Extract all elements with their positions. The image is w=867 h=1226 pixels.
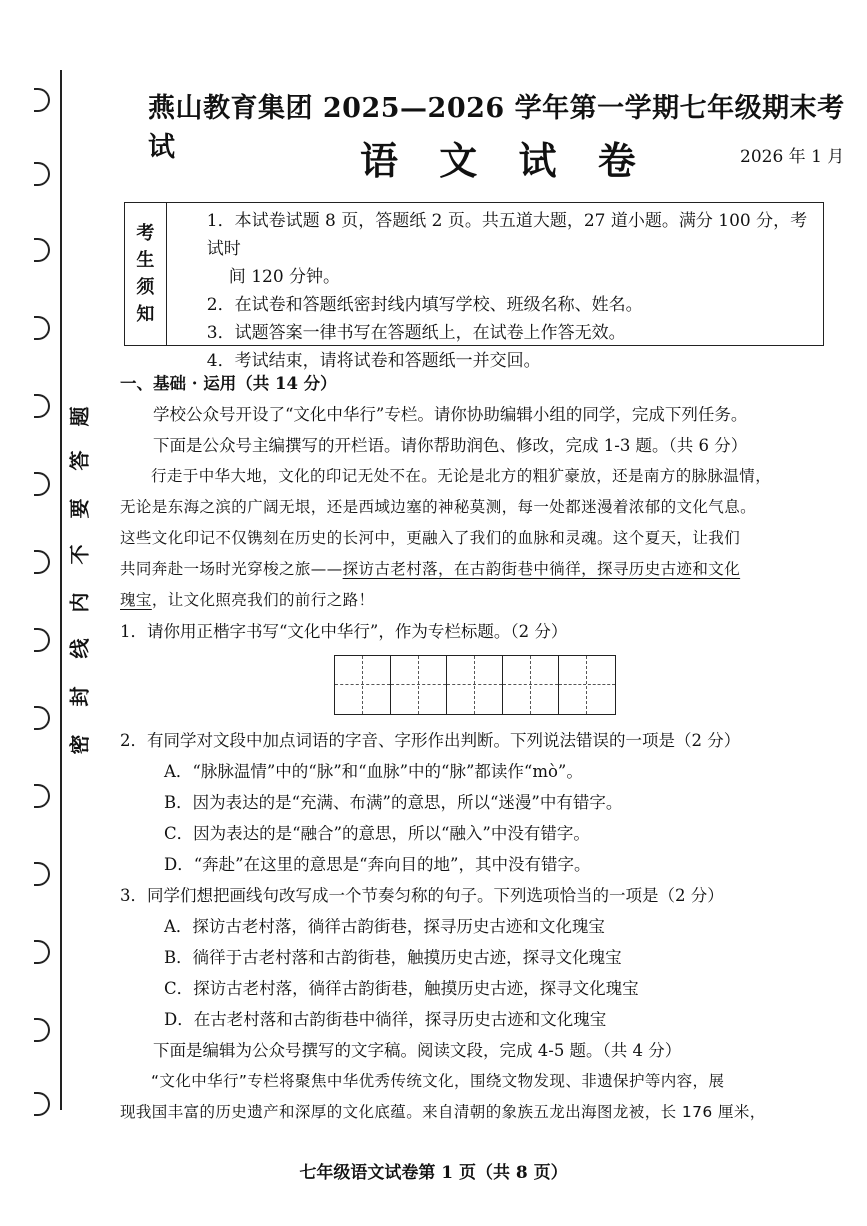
- seal-char: 题: [67, 406, 92, 427]
- binding-hole: [34, 1092, 50, 1116]
- section-one: [120, 368, 830, 1128]
- notice-items: [167, 203, 823, 371]
- passage-line: [120, 554, 830, 585]
- binding-hole: [34, 706, 50, 730]
- question-2-option: A．“脉脉温情”中的“脉”和“血脉”中的“脉”都读作“mò”。: [164, 762, 583, 781]
- seal-char: 密: [67, 734, 92, 755]
- notice-label-char: 知: [136, 304, 155, 325]
- notice-item: 间 120 分钟。: [228, 267, 341, 287]
- passage-line: “文化中华行”专栏将聚焦中华优秀传统文化，围绕文物发现、非遗保护等内容，展: [151, 1072, 725, 1090]
- binding-hole: [34, 862, 50, 886]
- seal-char: 线: [67, 638, 92, 659]
- intro-paragraph: 学校公众号开设了“文化中华行”专栏。请你协助编辑小组的同学，完成下列任务。: [153, 405, 748, 424]
- binding-hole: [34, 550, 50, 574]
- question-1: 1．请你用正楷字书写“文化中华行”，作为专栏标题。（2 分）: [120, 622, 568, 641]
- question-2-option: B．因为表达的是“充满、布满”的意思，所以“迷漫”中有错字。: [164, 793, 623, 812]
- exam-title: 燕山教育集团 2025—2026 学年第一学期七年级期末考试: [148, 93, 845, 163]
- binding-hole: [34, 88, 50, 112]
- question-3-option: B．徜徉于古老村落和古韵街巷，触摸历史古迹，探寻文化瑰宝: [164, 948, 622, 967]
- seal-char: 内: [67, 592, 92, 613]
- writing-grid: [334, 655, 616, 715]
- underlined-sentence: 探访古老村落，在古韵街巷中徜徉，探寻历史古迹和文化: [342, 560, 741, 578]
- grid-cell: [503, 656, 559, 714]
- exam-date: 2026 年 1 月: [740, 147, 845, 167]
- binding-hole: [34, 238, 50, 262]
- exam-subtitle: 语 文 试 卷: [360, 138, 650, 183]
- grid-cell: [335, 656, 391, 714]
- notice-item: 4．考试结束，请将试卷和答题纸一并交回。: [206, 351, 541, 371]
- passage-text: ，让文化照亮我们的前行之路！: [151, 591, 375, 609]
- binding-hole: [34, 940, 50, 964]
- question-3-option: A．探访古老村落，徜徉古韵街巷，探寻历史古迹和文化瑰宝: [164, 917, 605, 936]
- binding-hole: [34, 628, 50, 652]
- notice-item: 1．本试卷试题 8 页，答题纸 2 页。共五道大题，27 道小题。满分 100 分，考试时: [206, 211, 808, 259]
- page-footer: 七年级语文试卷第 1 页（共 8 页）: [299, 1163, 568, 1183]
- binding-hole: [34, 1018, 50, 1042]
- candidate-notice: [124, 202, 824, 371]
- binding-hole: [34, 784, 50, 808]
- grid-cell: [447, 656, 503, 714]
- passage-text: 共同奔赴一场时光穿梭之旅——: [120, 560, 343, 578]
- seal-char: 封: [67, 686, 92, 707]
- question-2-option: C．因为表达的是“融合”的意思，所以“融入”中没有错字。: [164, 824, 590, 843]
- grid-cell: [559, 656, 615, 714]
- notice-item: 3．试题答案一律书写在答题纸上，在试卷上作答无效。: [206, 323, 626, 343]
- passage-line: [120, 585, 830, 616]
- grid-cell: [391, 656, 447, 714]
- notice-label-char: 生: [136, 250, 155, 271]
- binding-hole: [34, 162, 50, 186]
- binding-hole: [34, 394, 50, 418]
- binding-line: [60, 70, 62, 1110]
- passage-line: 无论是东海之滨的广阔无垠，还是西域边塞的神秘莫测，每一处都迷漫着浓郁的文化气息。: [120, 498, 757, 516]
- notice-label-char: 须: [136, 277, 155, 298]
- seal-char: 不: [67, 544, 92, 565]
- binding-hole: [34, 472, 50, 496]
- passage-line: 这些文化印记不仅镌刻在历史的长河中，更融入了我们的血脉和灵魂。这个夏天，让我们: [120, 529, 741, 547]
- question-3: 3．同学们想把画线句改写成一个节奏匀称的句子。下列选项恰当的一项是（2 分）: [120, 886, 724, 905]
- question-3-option: C．探访古老村落，徜徉古韵街巷，触摸历史古迹，探寻文化瑰宝: [164, 979, 639, 998]
- notice-item: 2．在试卷和答题纸密封线内填写学校、班级名称、姓名。: [206, 295, 643, 315]
- intro-paragraph: 下面是公众号主编撰写的开栏语。请你帮助润色、修改，完成 1-3 题。（共 6 分）: [153, 436, 748, 455]
- seal-char: 要: [67, 498, 92, 519]
- notice-label-char: 考: [136, 223, 155, 244]
- question-2: 2．有同学对文段中加点词语的字音、字形作出判断。下列说法错误的一项是（2 分）: [120, 731, 741, 750]
- question-2-option: D．“奔赴”在这里的意思是“奔向目的地”，其中没有错字。: [164, 855, 591, 874]
- passage-line: 行走于中华大地，文化的印记无处不在。无论是北方的粗犷豪放，还是南方的脉脉温情，: [151, 467, 772, 485]
- passage-line: 现我国丰富的历史遗产和深厚的文化底蕴。来自清朝的象族五龙出海图龙被，长 176 厘米，: [120, 1103, 766, 1121]
- underlined-sentence: 瑰宝: [120, 591, 152, 609]
- section-title: 一、基础 · 运用（共 14 分）: [120, 374, 337, 393]
- binding-hole: [34, 316, 50, 340]
- notice-label: [125, 203, 167, 345]
- seal-char: 答: [67, 450, 92, 471]
- question-3-option: D．在古老村落和古韵街巷中徜徉，探寻历史古迹和文化瑰宝: [164, 1010, 607, 1029]
- intro-paragraph: 下面是编辑为公众号撰写的文字稿。阅读文段，完成 4-5 题。（共 4 分）: [153, 1041, 682, 1060]
